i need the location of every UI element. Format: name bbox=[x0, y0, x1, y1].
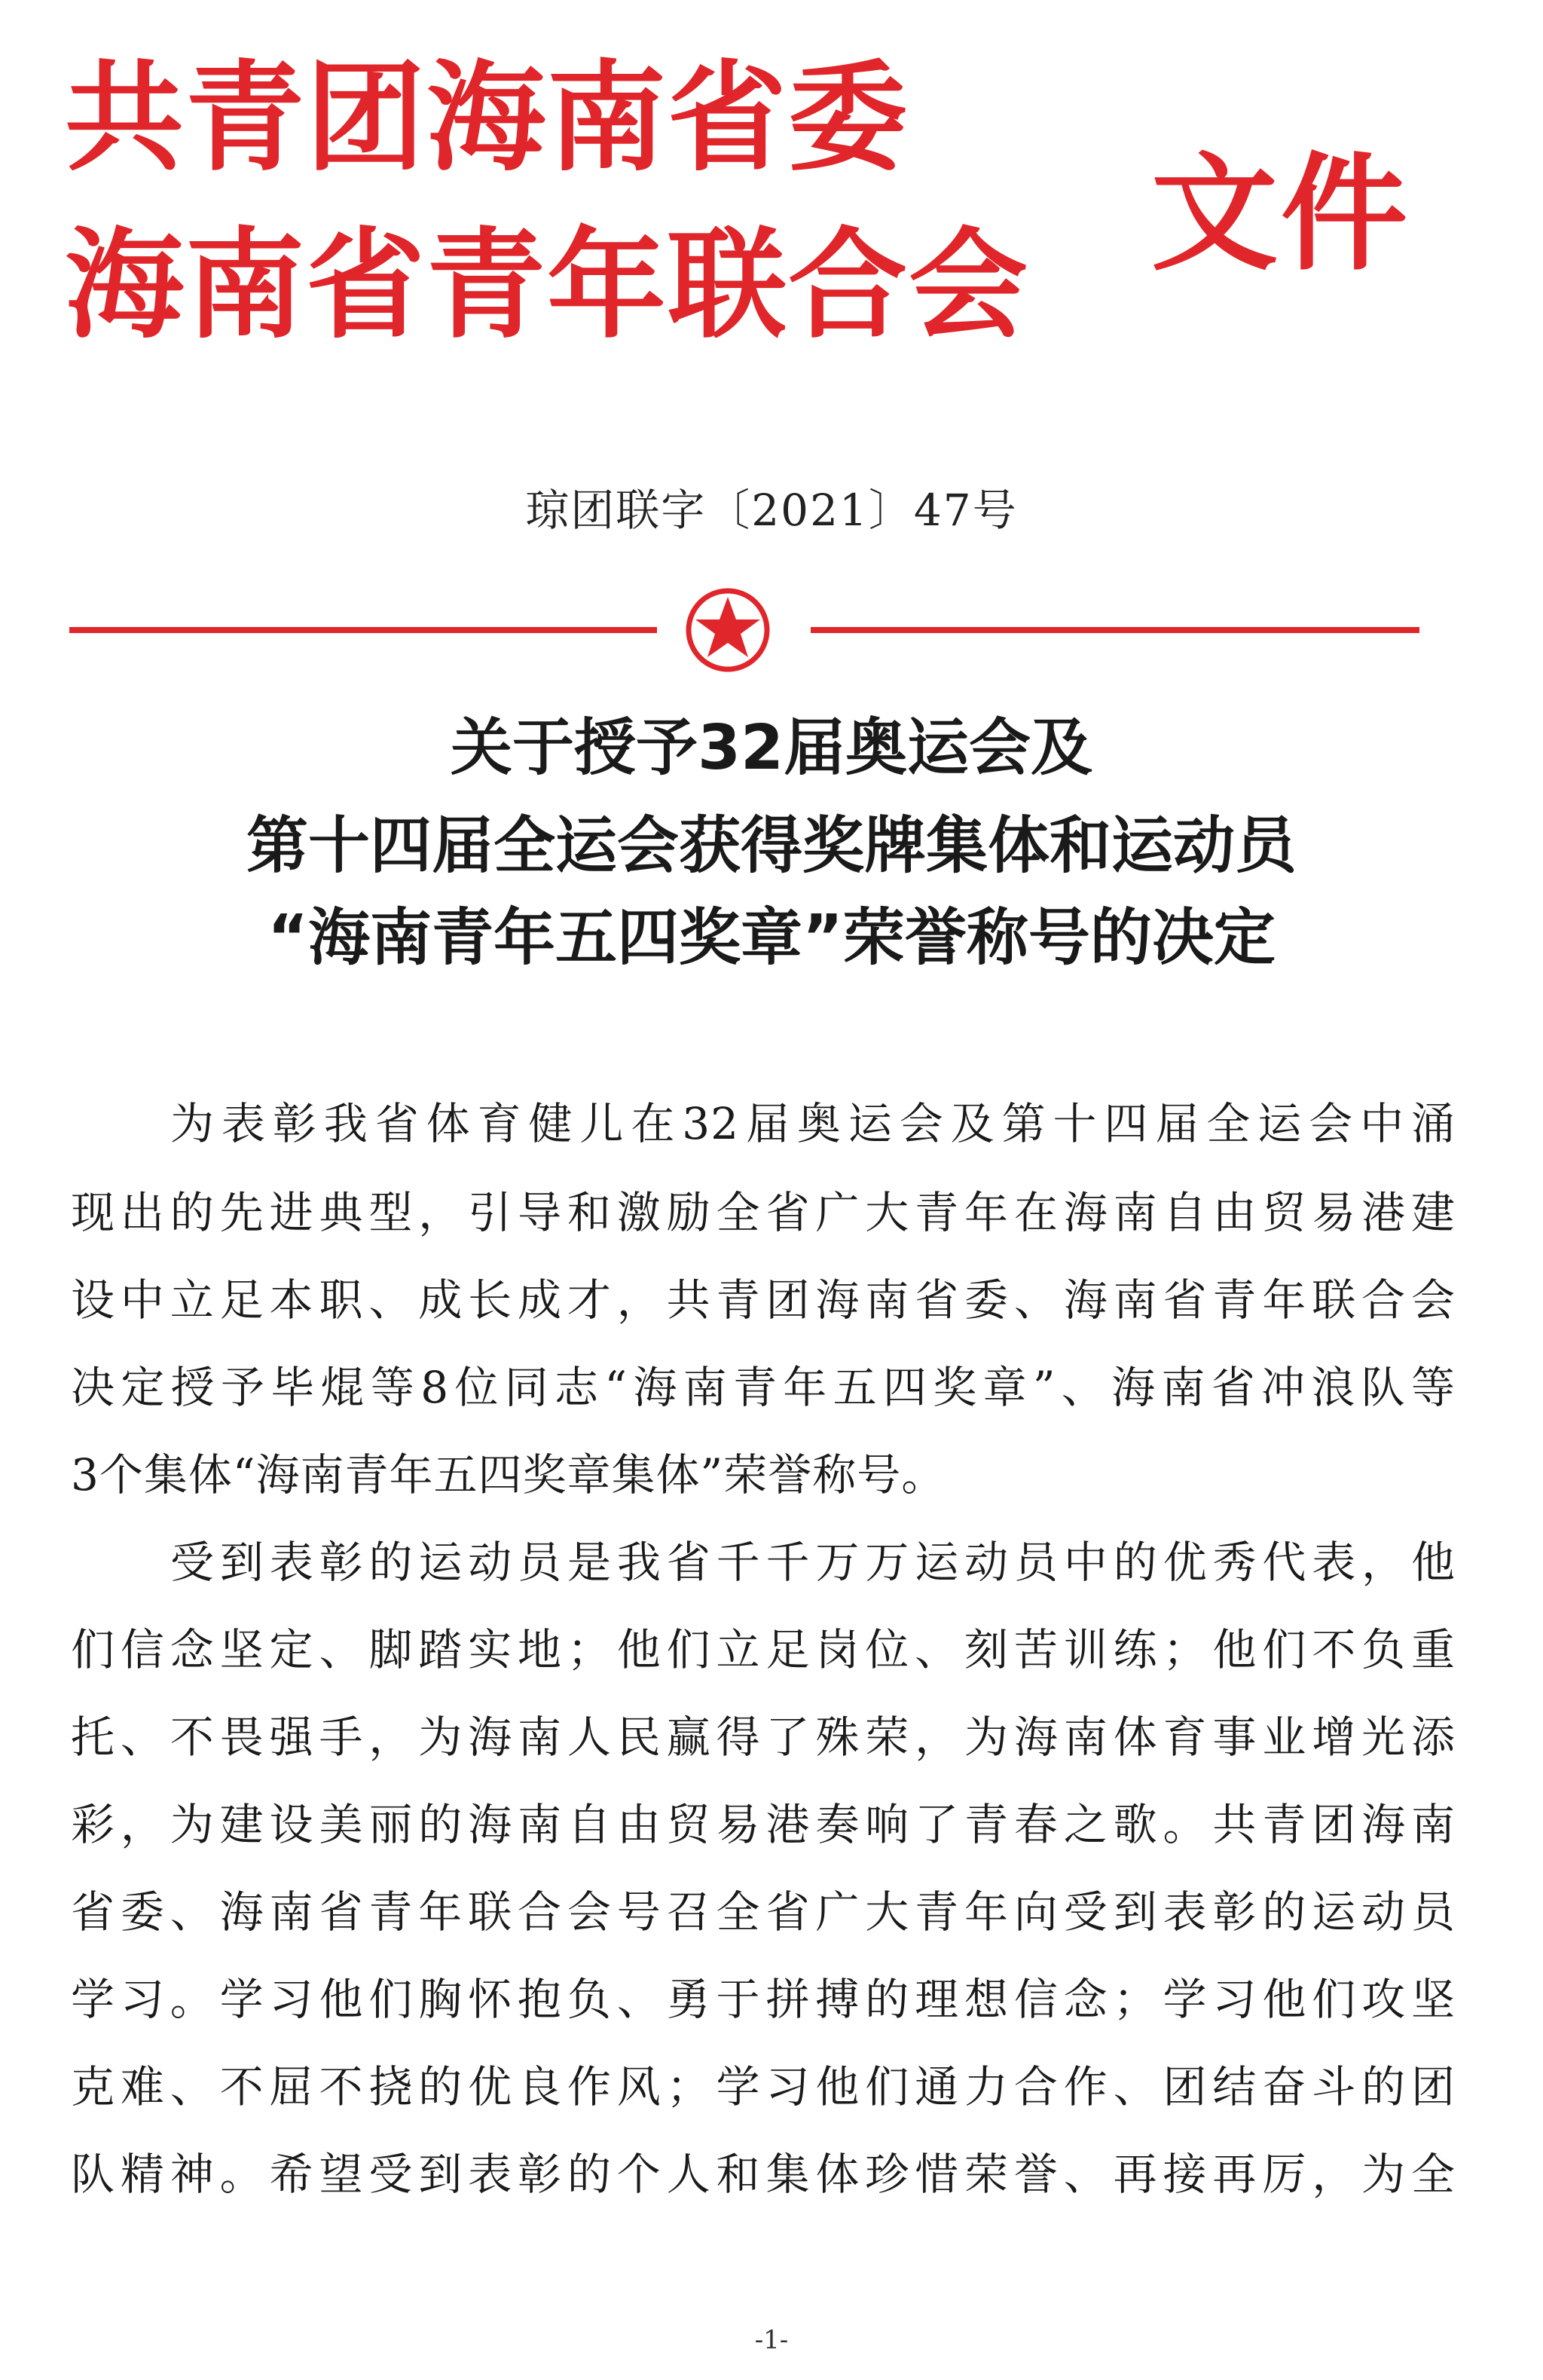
document-title-line-3: “海南青年五四奖章”荣誉称号的决定 bbox=[267, 902, 1276, 974]
red-rule-right bbox=[811, 627, 1419, 633]
body-paragraph-1-line: 3个集体“海南青年五四奖章集体”荣誉称号。 bbox=[71, 1449, 946, 1501]
document-title-line-1: 关于授予32届奥运会及 bbox=[450, 712, 1093, 784]
body-paragraph-2-line: 受到表彰的运动员是我省千千万万运动员中的优秀代表，他 bbox=[170, 1537, 1456, 1588]
issuer-name-line-2: 海南省青年联合会 bbox=[65, 216, 1029, 355]
body-paragraph-1-line: 为表彰我省体育健儿在32届奥运会及第十四届全运会中涌 bbox=[170, 1098, 1456, 1149]
red-star-icon bbox=[683, 585, 773, 675]
body-paragraph-2-line: 省委、海南省青年联合会号召全省广大青年向受到表彰的运动员 bbox=[71, 1886, 1456, 1938]
body-paragraph-2-line: 托、不畏强手，为海南人民赢得了殊荣，为海南体育事业增光添 bbox=[71, 1712, 1456, 1763]
page-number: -1- bbox=[754, 2325, 789, 2355]
body-paragraph-1-line: 决定授予毕焜等8位同志“海南青年五四奖章”、海南省冲浪队等 bbox=[71, 1362, 1456, 1413]
body-paragraph-2-line: 们信念坚定、脚踏实地；他们立足岗位、刻苦训练；他们不负重 bbox=[71, 1624, 1456, 1675]
document-number: 琼团联字〔2021〕47号 bbox=[525, 485, 1018, 536]
body-paragraph-1-line: 现出的先进典型，引导和激励全省广大青年在海南自由贸易港建 bbox=[71, 1187, 1456, 1238]
body-paragraph-2-line: 学习。学习他们胸怀抱负、勇于拼搏的理想信念；学习他们攻坚 bbox=[71, 1974, 1456, 2025]
body-paragraph-2-line: 彩，为建设美丽的海南自由贸易港奏响了青春之歌。共青团海南 bbox=[71, 1799, 1456, 1850]
red-rule-left bbox=[69, 627, 657, 633]
issuer-name-line-1: 共青团海南省委 bbox=[65, 49, 909, 188]
body-paragraph-2-line: 克难、不屈不挠的优良作风；学习他们通力合作、团结奋斗的团 bbox=[71, 2061, 1456, 2112]
body-paragraph-2-line: 队精神。希望受到表彰的个人和集体珍惜荣誉、再接再厉，为全 bbox=[71, 2149, 1456, 2200]
document-title-line-2: 第十四届全运会获得奖牌集体和运动员 bbox=[246, 810, 1297, 882]
body-paragraph-1-line: 设中立足本职、成长成才，共青团海南省委、海南省青年联合会 bbox=[71, 1274, 1456, 1326]
document-kind-label: 文件 bbox=[1151, 140, 1410, 288]
